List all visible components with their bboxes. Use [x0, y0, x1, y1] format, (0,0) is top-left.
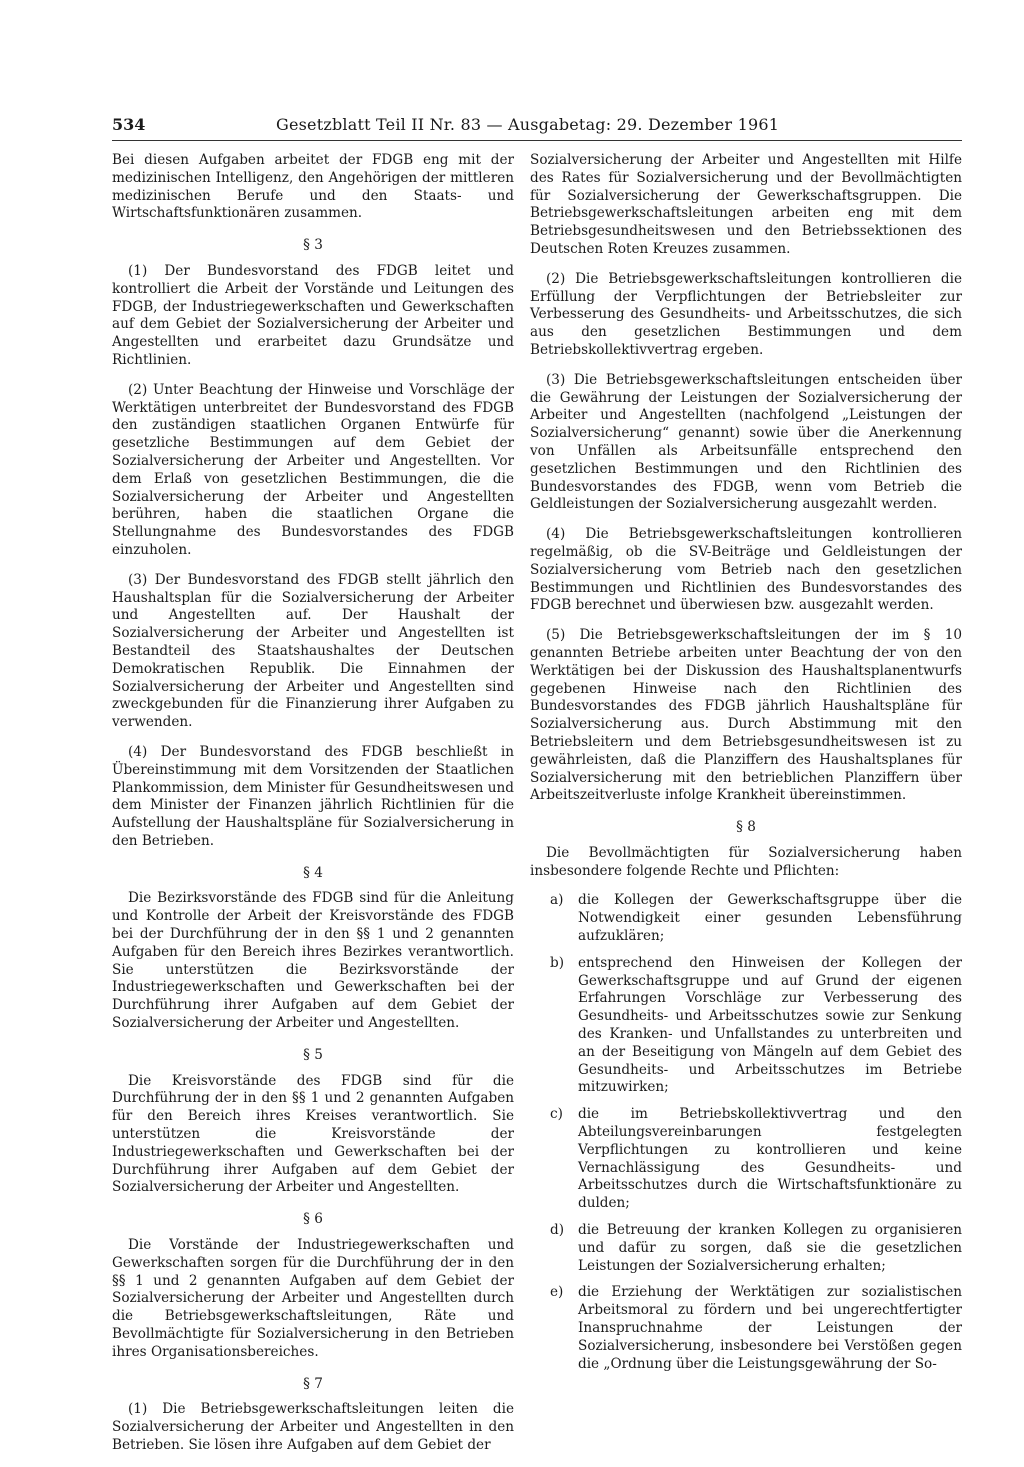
list-item: [530, 1222, 962, 1275]
list-item: [530, 955, 962, 1097]
list-item-label: a): [550, 892, 564, 909]
paragraph: (1) Der Bundesvorstand des FDGB leitet und kontrolliert die Arbeit der Vorstände und Leitungen des FDGB, der Industriegewerkschaften und Gewerkschaften auf dem Gebiet der Sozialversicherung der Arbeiter und Angestellten und erarbeitet dazu Grundsätze und Richtlinien.: [112, 262, 514, 368]
list-item-label: c): [550, 1106, 563, 1123]
paragraph: (4) Die Betriebsgewerkschaftsleitungen kontrollieren regelmäßig, ob die SV-Beiträge und Geldleistungen der Sozialversicherung vom Betrieb nach den gesetzlichen Bestimmungen und Richtlinien des Bundesvorstandes des FDGB berechnet und überwiesen bzw. ausgezahlt werden.: [530, 526, 962, 614]
list-item: [530, 1106, 962, 1213]
left-column: [112, 152, 514, 1467]
list-item: [530, 1284, 962, 1373]
section-heading-3: § 3: [303, 237, 323, 254]
paragraph: Die Vorstände der Industriegewerkschaften und Gewerkschaften sorgen für die Durchführung der in den §§ 1 und 2 genannten Aufgaben auf dem Gebiet der Sozialversicherung der Arbeiter und Angestellten durch die Betriebsgewerkschaftsleitungen, Räte und Bevollmächtigte für Sozialversicherung in den Betrieben ihres Organisationsbereiches.: [112, 1237, 514, 1360]
paragraph: Die Bezirksvorstände des FDGB sind für die Anleitung und Kontrolle der Arbeit der Kreisvorstände des FDGB bei der Durchführung der in den §§ 1 und 2 genannten Aufgaben für den Bereich ihres Bezirkes verantwortlich. Sie unterstützen die Bezirksvorstände der Industriegewerkschaften und Gewerkschaften bei der Durchführung ihrer Aufgaben auf dem Gebiet der Sozialversicherung der Arbeiter und Angestellten.: [112, 890, 514, 1032]
list-item-text: die im Betriebskollektivvertrag und den Abteilungsvereinbarungen festgelegten Verpflichtungen zu kontrollieren und keine Vernachlässigung des Gesundheits- und Arbeitsschutzes durch die Wirtschaftsfunktionäre zu dulden;: [578, 1106, 962, 1212]
list-item-label: e): [550, 1284, 564, 1301]
paragraph: (4) Der Bundesvorstand des FDGB beschließt in Übereinstimmung mit dem Vorsitzenden der Staatlichen Plankommission, dem Minister für Gesundheitswesen und dem Minister der Finanzen jährlich Richtlinien für die Aufstellung der Haushaltspläne für Sozialversicherung in den Betrieben.: [112, 743, 514, 849]
list-item-text: die Erziehung der Werktätigen zur sozialistischen Arbeitsmoral zu fördern und bei ungerechtfertigter Inanspruchnahme der Leistungen der Sozialversicherung, insbesondere bei Verstößen gegen die „Ordnung über die Leistungsgewährung der So-: [578, 1284, 962, 1372]
intro-paragraph: Bei diesen Aufgaben arbeitet der FDGB eng mit der medizinischen Intelligenz, den Angehörigen der mittleren medizinischen Berufe und den Staats- und Wirtschaftsfunktionären zusammen.: [112, 152, 514, 222]
paragraph: (2) Unter Beachtung der Hinweise und Vorschläge der Werktätigen unterbreitet der Bundesvorstand des FDGB den zuständigen staatlichen Organen Entwürfe für gesetzliche Bestimmungen auf dem Gebiet der Sozialversicherung der Arbeiter und Angestellten. Vor dem Erlaß von gesetzlichen Bestimmungen, die die Sozialversicherung der Arbeiter und Angestellten berühren, haben die staatlichen Organe die Stellungnahme des Bundesvorstandes des FDGB einzuholen.: [112, 381, 514, 558]
paragraph: Die Kreisvorstände des FDGB sind für die Durchführung der in den §§ 1 und 2 genannten Aufgaben für den Bereich ihres Kreises verantwortlich. Sie unterstützen die Kreisvorstände der Industriegewerkschaften und Gewerkschaften bei der Durchführung ihrer Aufgaben auf dem Gebiet der Sozialversicherung der Arbeiter und Angestellten.: [112, 1072, 514, 1196]
list-item-text: die Betreuung der kranken Kollegen zu organisieren und dafür zu sorgen, daß sie die gesetzlichen Leistungen der Sozialversicherung erhalten;: [578, 1222, 962, 1274]
list-item-label: b): [550, 954, 565, 971]
page-header: [112, 114, 962, 138]
paragraph: (1) Die Betriebsgewerkschaftsleitungen leiten die Sozialversicherung der Arbeiter und Angestellten in den Betrieben. Sie lösen ihre Aufgaben auf dem Gebiet der: [112, 1401, 514, 1453]
paragraph: (3) Der Bundesvorstand des FDGB stellt jährlich den Haushaltsplan für die Sozialversicherung der Arbeiter und Angestellten auf. Der Haushalt der Sozialversicherung der Arbeiter und Angestellten ist Bestandteil des Staatshaushaltes der Deutschen Demokratischen Republik. Die Einnahmen der Sozialversicherung der Arbeiter und Angestellten sind zweckgebunden für die Finanzierung ihrer Aufgaben zu verwenden.: [112, 571, 514, 731]
duties-list: [530, 892, 962, 1373]
page-number: 534: [112, 115, 146, 134]
list-item-label: d): [550, 1222, 565, 1239]
section-heading-8: § 8: [736, 819, 756, 836]
list-item-text: die Kollegen der Gewerkschaftsgruppe über die Notwendigkeit einer gesunden Lebensführung aufzuklären;: [578, 892, 962, 945]
list-item-text: entsprechend den Hinweisen der Kollegen der Gewerkschaftsgruppe und auf Grund der eigenen Erfahrungen Vorschläge zur Verbesserung des Gesundheits- und Arbeitsschutzes sowie zur Senkung des Kranken- und Unfallstandes zu unterbreiten und an der Beseitigung von Mängeln auf dem Gebiet des Gesundheits- und Arbeitsschutzes im Betriebe mitzuwirken;: [578, 954, 962, 1096]
paragraph: Die Bevollmächtigten für Sozialversicherung haben insbesondere folgende Rechte und Pflichten:: [530, 844, 962, 879]
section-heading-5: § 5: [303, 1046, 323, 1063]
section-heading-6: § 6: [303, 1211, 323, 1228]
section-heading-4: § 4: [303, 864, 323, 881]
continued-paragraph: Sozialversicherung der Arbeiter und Angestellten mit Hilfe des Rates für Sozialversicherung und der Bevollmächtigten für Sozialversicherung der Gewerkschaftsgruppen. Die Betriebsgewerkschaftsleitungen arbeiten eng mit dem Betriebsgesundheitswesen und den Betriebssektionen des Deutschen Roten Kreuzes zusammen.: [530, 152, 962, 257]
paragraph: (3) Die Betriebsgewerkschaftsleitungen entscheiden über die Gewährung der Leistungen der Sozialversicherung der Arbeiter und Angestellten (nachfolgend „Leistungen der Sozialversicherung“ genannt) sowie über die Anerkennung von Unfällen als Arbeitsunfälle entsprechend den gesetzlichen Bestimmungen und den Richtlinien des Bundesvorstandes des FDGB, wenn vom Betrieb die Geldleistungen der Sozialversicherung ausgezahlt werden.: [530, 371, 962, 513]
paragraph: (5) Die Betriebsgewerkschaftsleitungen der im § 10 genannten Betriebe arbeiten unter Beachtung der von den Werktätigen bei der Diskussion des Haushaltsplanentwurfs gegebenen Hinweise nach den Richtlinien des Bundesvorstandes des FDGB jährlich Haushaltspläne für Sozialversicherung aus. Durch Abstimmung mit den Betriebsleitern und dem Betriebsgesundheitswesen ist zu gewährleisten, daß die Planziffern des Haushaltsplanes für Sozialversicherung mit den betrieblichen Planziffern über Arbeitszeitverluste infolge Krankheit übereinstimmen.: [530, 627, 962, 804]
header-rule: [112, 140, 962, 141]
right-column: [530, 152, 962, 1382]
list-item: [530, 892, 962, 945]
gazette-title: Gesetzblatt Teil II Nr. 83 — Ausgabetag: 29. Dezember 1961: [276, 115, 780, 134]
paragraph: (2) Die Betriebsgewerkschaftsleitungen kontrollieren die Erfüllung der Verpflichtungen der Betriebsleiter zur Verbesserung des Gesundheits- und Arbeitsschutzes, die sich aus den gesetzlichen Bestimmungen und dem Betriebskollektivvertrag ergeben.: [530, 270, 962, 358]
section-heading-7: § 7: [303, 1375, 323, 1392]
